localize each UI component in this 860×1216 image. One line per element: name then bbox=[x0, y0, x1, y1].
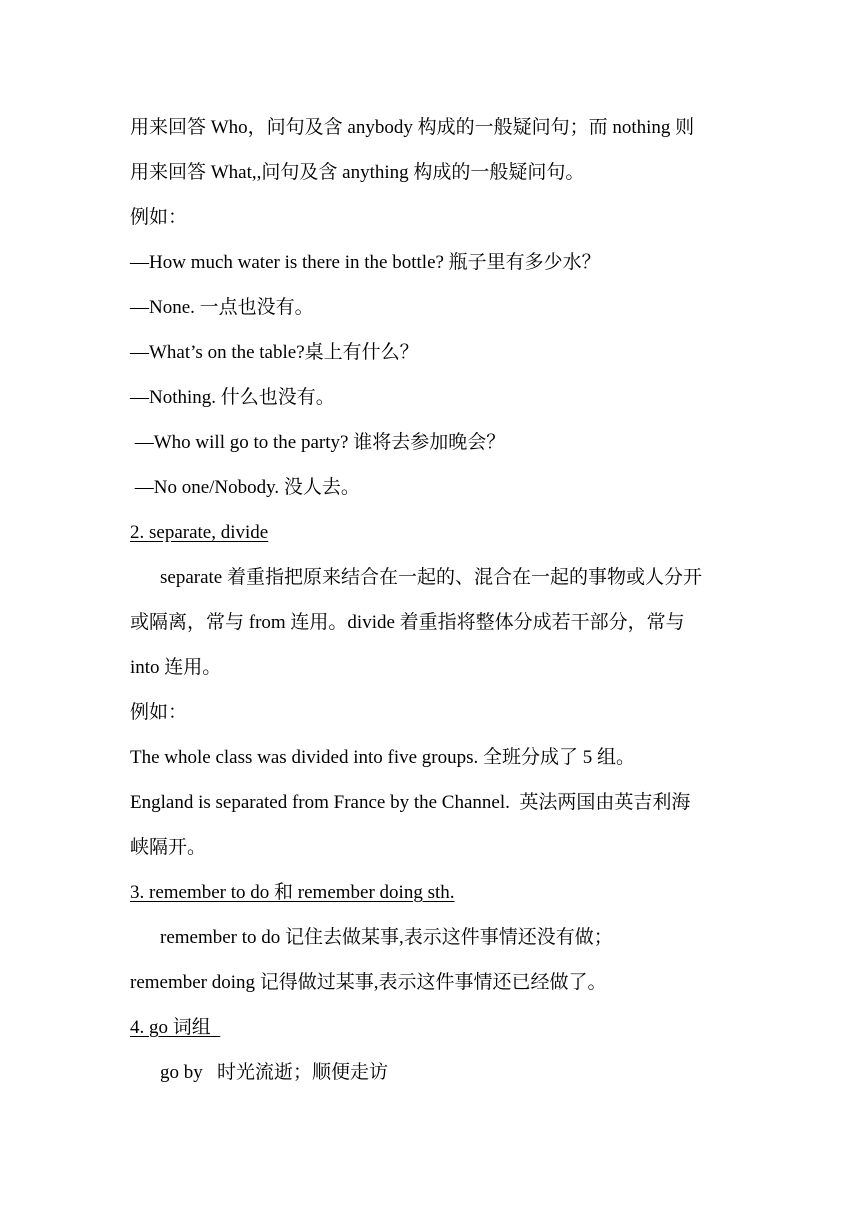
dialogue-line: —Who will go to the party? 谁将去参加晚会？ bbox=[130, 432, 506, 453]
body-text-line: 用来回答 What,,问句及含 anything 构成的一般疑问句。 bbox=[130, 162, 585, 183]
body-text-line: remember to do 记住去做某事,表示这件事情还没有做； bbox=[160, 927, 613, 948]
example-sentence: 峡隔开。 bbox=[130, 837, 207, 858]
dialogue-line: —What’s on the table?桌上有什么？ bbox=[130, 342, 419, 363]
example-label: 例如： bbox=[130, 207, 188, 228]
section-heading: 4. go 词组 bbox=[130, 1017, 221, 1038]
body-text-line: remember doing 记得做过某事,表示这件事情还已经做了。 bbox=[130, 972, 607, 993]
body-text-line: separate 着重指把原来结合在一起的、混合在一起的事物或人分开 bbox=[160, 567, 702, 588]
dialogue-line: —Nothing. 什么也没有。 bbox=[130, 387, 335, 408]
dialogue-line: —No one/Nobody. 没人去。 bbox=[130, 477, 360, 498]
phrase-entry: go by 时光流逝；顺便走访 bbox=[160, 1062, 389, 1083]
dialogue-line: —None. 一点也没有。 bbox=[130, 297, 314, 318]
body-text-line: into 连用。 bbox=[130, 657, 222, 678]
example-label: 例如： bbox=[130, 702, 188, 723]
section-heading: 2. separate, divide bbox=[130, 522, 269, 543]
example-sentence: The whole class was divided into five groups. 全班分成了 5 组。 bbox=[130, 747, 636, 768]
body-text-line: 或隔离，常与 from 连用。divide 着重指将整体分成若干部分，常与 bbox=[130, 612, 685, 633]
section-heading: 3. remember to do 和 remember doing sth. bbox=[130, 882, 455, 903]
dialogue-line: —How much water is there in the bottle? 瓶子里有多少水？ bbox=[130, 252, 601, 273]
body-text-line: 用来回答 Who，问句及含 anybody 构成的一般疑问句；而 nothing 则 bbox=[130, 117, 695, 138]
example-sentence: England is separated from France by the Channel. 英法两国由英吉利海 bbox=[130, 792, 691, 813]
